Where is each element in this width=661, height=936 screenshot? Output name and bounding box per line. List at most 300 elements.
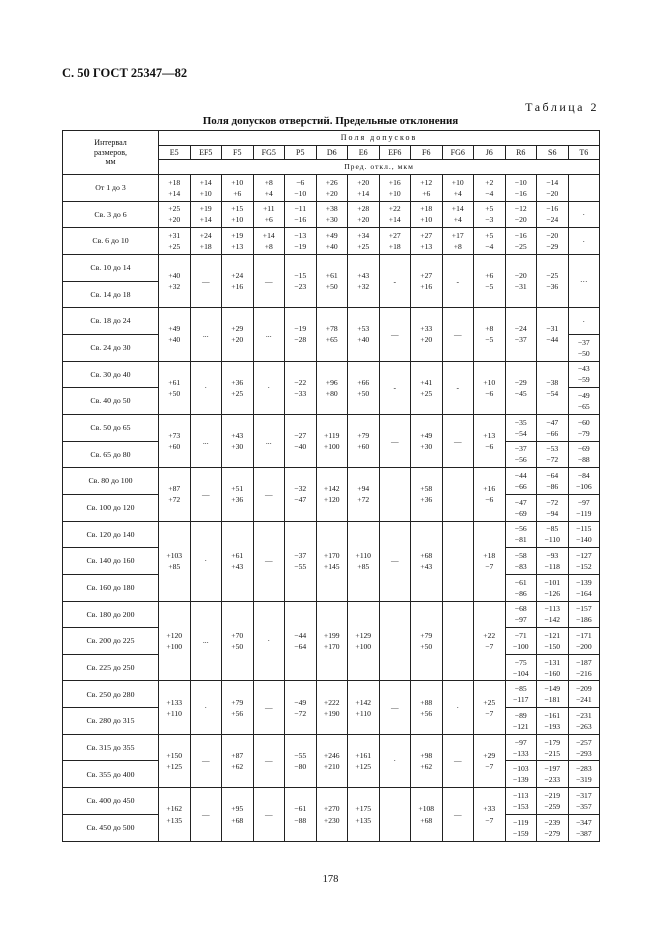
interval-cell: Св. 160 до 180 (63, 574, 159, 601)
value-cell (348, 601, 380, 681)
deviation-value: +10 (388, 188, 401, 198)
deviation-value: +38 (325, 204, 338, 214)
deviation-value: — (453, 436, 462, 446)
deviation-value: +27 (420, 231, 433, 241)
value-cell (537, 761, 569, 788)
deviation-value: −279 (544, 828, 561, 838)
deviation-value: - (456, 276, 460, 286)
value-cell (474, 228, 506, 255)
value-cell (190, 228, 222, 255)
value-cell (505, 175, 537, 202)
value-cell (411, 254, 443, 307)
deviation-value: −37 (514, 444, 527, 454)
value-cell (442, 414, 474, 467)
deviation-value: +29 (231, 324, 244, 334)
value-cell (316, 468, 348, 521)
deviation-value: +78 (325, 324, 338, 334)
deviation-value: −139 (512, 775, 529, 785)
deviation-value: +30 (325, 215, 338, 225)
interval-cell: Св. 225 до 250 (63, 654, 159, 681)
value-cell (537, 228, 569, 255)
value-cell (253, 201, 285, 228)
value-cell (411, 175, 443, 202)
deviation-value: −55 (294, 562, 307, 572)
deviation-value: +222 (323, 697, 340, 707)
deviation-value: · (456, 703, 460, 713)
deviation-value: +40 (168, 335, 181, 345)
deviation-value: +50 (325, 282, 338, 292)
value-cell (568, 334, 600, 361)
value-cell (537, 601, 569, 628)
deviation-value: −85 (514, 684, 527, 694)
interval-cell: Св. 200 до 225 (63, 628, 159, 655)
value-cell (253, 788, 285, 842)
value-cell (505, 708, 537, 735)
value-cell (568, 175, 600, 202)
value-cell (505, 681, 537, 708)
deviation-value: −80 (294, 761, 307, 771)
deviation-value: +230 (323, 815, 340, 825)
deviation-value: −16 (294, 215, 307, 225)
deviation-value: −209 (575, 684, 592, 694)
deviation-value: −75 (514, 657, 527, 667)
value-cell (316, 788, 348, 842)
deviation-value: +50 (420, 641, 433, 651)
interval-cell: Св. 355 до 400 (63, 761, 159, 788)
value-cell (348, 788, 380, 842)
value-cell (348, 228, 380, 255)
deviation-value: −357 (575, 801, 592, 811)
deviation-value: −119 (576, 508, 592, 518)
value-cell (474, 201, 506, 228)
table-row (63, 228, 600, 241)
value-cell (222, 788, 254, 842)
value-cell (159, 521, 191, 601)
value-cell (505, 734, 537, 761)
value-cell (568, 761, 600, 788)
deviation-value: · (267, 636, 271, 646)
value-cell (285, 308, 317, 361)
deviation-value: +6 (485, 271, 494, 281)
value-cell (568, 734, 600, 761)
deviation-value: +51 (231, 484, 244, 494)
deviation-value: −103 (512, 764, 529, 774)
deviation-value: — (390, 329, 399, 339)
value-cell (190, 468, 222, 521)
deviation-value: +110 (166, 708, 182, 718)
value-cell (190, 734, 222, 787)
deviation-value: +135 (355, 815, 372, 825)
deviation-value: +49 (420, 430, 433, 440)
deviation-value: −15 (294, 271, 307, 281)
deviation-value: — (390, 556, 399, 566)
deviation-value: −36 (546, 282, 559, 292)
deviation-value: −45 (514, 388, 527, 398)
table-row (63, 681, 600, 694)
value-cell (568, 228, 600, 255)
value-cell (253, 228, 285, 255)
deviation-value: −19 (294, 242, 307, 252)
deviation-value: +65 (325, 335, 338, 345)
value-cell (190, 175, 222, 202)
value-cell (474, 788, 506, 842)
deviation-value: +85 (168, 562, 181, 572)
value-cell (222, 601, 254, 681)
deviation-value: +36 (231, 495, 244, 505)
value-cell (253, 414, 285, 467)
deviation-value: −259 (544, 801, 561, 811)
deviation-value: −159 (512, 828, 529, 838)
deviation-value: +8 (485, 324, 494, 334)
value-cell (537, 308, 569, 361)
value-cell (474, 601, 506, 681)
deviation-value: +87 (168, 484, 181, 494)
deviation-value: +66 (357, 377, 370, 387)
value-cell (474, 254, 506, 307)
value-cell (568, 628, 600, 655)
deviation-value: +11 (262, 204, 275, 214)
deviation-value: +98 (420, 750, 433, 760)
deviation-value: −38 (546, 377, 559, 387)
deviation-value: −19 (294, 324, 307, 334)
value-cell (285, 254, 317, 307)
deviation-value: +6 (422, 188, 431, 198)
interval-cell: Св. 120 до 140 (63, 521, 159, 548)
value-cell (159, 681, 191, 734)
deviation-value: +29 (483, 750, 496, 760)
table-row (63, 201, 600, 214)
deviation-value: −100 (512, 641, 529, 651)
deviation-value: −193 (544, 721, 561, 731)
value-cell (348, 468, 380, 521)
deviation-value: −126 (544, 588, 561, 598)
deviation-value: +20 (357, 215, 370, 225)
value-cell (379, 201, 411, 228)
value-cell (442, 601, 474, 681)
deviation-value: +170 (323, 641, 340, 651)
deviation-value: −44 (514, 470, 527, 480)
column-header: T6 (568, 146, 600, 160)
deviation-value: — (264, 556, 273, 566)
value-cell (159, 228, 191, 255)
value-cell (159, 601, 191, 681)
value-cell (568, 574, 600, 601)
value-cell (568, 414, 600, 441)
value-cell (474, 468, 506, 521)
deviation-value: +103 (166, 550, 183, 560)
value-cell (348, 681, 380, 734)
value-cell (253, 601, 285, 681)
deviation-value: +27 (388, 231, 401, 241)
deviation-value: +18 (168, 177, 181, 187)
deviation-value: +28 (357, 204, 370, 214)
deviation-value: −86 (514, 588, 527, 598)
value-cell (285, 201, 317, 228)
deviation-value: +49 (325, 231, 338, 241)
value-cell (285, 228, 317, 255)
value-cell (348, 734, 380, 787)
deviation-value: −29 (514, 377, 527, 387)
interval-cell: Св. 14 до 18 (63, 281, 159, 308)
deviation-value: — (390, 703, 399, 713)
value-cell (537, 654, 569, 681)
deviation-value: −20 (546, 231, 559, 241)
deviation-value: +25 (420, 388, 433, 398)
deviation-value: −88 (294, 815, 307, 825)
interval-cell: Св. 400 до 450 (63, 788, 159, 815)
deviation-value: +43 (357, 271, 370, 281)
deviation-value: +5 (485, 204, 494, 214)
deviation-value: +68 (231, 815, 244, 825)
value-cell (568, 601, 600, 628)
value-cell (285, 788, 317, 842)
deviation-value: +30 (231, 442, 244, 452)
deviation-value: +246 (323, 750, 340, 760)
value-cell (379, 601, 411, 681)
deviation-value: −27 (294, 430, 307, 440)
deviation-value: · (204, 383, 208, 393)
deviation-value: +53 (357, 324, 370, 334)
deviation-value: +19 (231, 231, 244, 241)
deviation-value: −50 (577, 348, 590, 358)
deviation-value: −56 (514, 455, 527, 465)
deviation-value: −347 (575, 817, 592, 827)
tolerance-fields-header: Поля допусков (159, 131, 600, 146)
deviation-value: +17 (451, 231, 464, 241)
interval-cell: Св. 18 до 24 (63, 308, 159, 335)
deviation-value: +68 (420, 550, 433, 560)
value-cell (442, 521, 474, 601)
value-cell (474, 681, 506, 734)
deviation-value: −219 (544, 790, 561, 800)
deviation-value: +62 (231, 761, 244, 771)
units-header: Пред. откл., мкм (159, 160, 600, 175)
deviation-value: +6 (264, 215, 273, 225)
deviation-value: −197 (544, 764, 561, 774)
value-cell (316, 601, 348, 681)
value-cell (411, 201, 443, 228)
interval-cell: Св. 80 до 100 (63, 468, 159, 495)
deviation-value: +20 (325, 188, 338, 198)
deviation-value: +87 (231, 750, 244, 760)
column-header: F5 (222, 146, 254, 160)
deviation-value: +14 (168, 188, 181, 198)
value-cell (442, 175, 474, 202)
deviation-value: +14 (262, 231, 275, 241)
deviation-value: +14 (199, 177, 212, 187)
value-cell (474, 361, 506, 414)
value-cell (442, 308, 474, 361)
deviation-value: +19 (199, 204, 212, 214)
value-cell (159, 734, 191, 787)
deviation-value: −7 (485, 708, 494, 718)
deviation-value: +25 (231, 388, 244, 398)
deviation-value: −317 (575, 790, 592, 800)
value-cell (411, 468, 443, 521)
value-cell (222, 175, 254, 202)
deviation-value: ··· (579, 276, 588, 286)
deviation-value: +4 (453, 215, 462, 225)
value-cell (379, 228, 411, 255)
deviation-value: −40 (294, 442, 307, 452)
value-cell (411, 414, 443, 467)
deviation-value: −7 (485, 562, 494, 572)
interval-cell: Св. 3 до 6 (63, 201, 159, 228)
value-cell (348, 361, 380, 414)
deviation-value: −160 (544, 668, 561, 678)
deviation-value: +88 (420, 697, 433, 707)
deviation-value: +10 (231, 215, 244, 225)
value-cell (568, 308, 600, 335)
deviation-value: +15 (231, 204, 244, 214)
value-cell (222, 308, 254, 361)
value-cell (285, 681, 317, 734)
value-cell (505, 761, 537, 788)
value-cell (222, 734, 254, 787)
deviation-value: ... (202, 329, 209, 339)
interval-cell: Св. 180 до 200 (63, 601, 159, 628)
deviation-value: −121 (512, 721, 529, 731)
deviation-value: +110 (355, 550, 371, 560)
deviation-value: +133 (166, 697, 183, 707)
deviation-value: −37 (294, 550, 307, 560)
value-cell (316, 734, 348, 787)
deviation-value: +72 (357, 495, 370, 505)
deviation-value: +20 (231, 335, 244, 345)
deviation-value: +50 (231, 641, 244, 651)
deviation-value: −121 (544, 630, 561, 640)
deviation-value: +20 (357, 177, 370, 187)
deviation-value: — (390, 436, 399, 446)
value-cell (159, 468, 191, 521)
value-cell (505, 574, 537, 601)
table-row (63, 601, 600, 614)
deviation-value: −54 (514, 428, 527, 438)
value-cell (505, 361, 537, 414)
deviation-value: −86 (546, 482, 559, 492)
deviation-value: −142 (544, 615, 561, 625)
interval-header-text: Интервал размеров, мм (94, 138, 127, 167)
deviation-value: +56 (420, 708, 433, 718)
deviation-value: −239 (544, 817, 561, 827)
deviation-value: −25 (546, 271, 559, 281)
value-cell (505, 254, 537, 307)
interval-cell: От 1 до 3 (63, 175, 159, 202)
deviation-value: +14 (451, 204, 464, 214)
deviation-value: −7 (485, 815, 494, 825)
deviation-value: −104 (512, 668, 529, 678)
table-row (63, 414, 600, 427)
deviation-value: · (582, 236, 586, 246)
deviation-value: −6 (485, 442, 494, 452)
deviation-value: +14 (357, 188, 370, 198)
deviation-value: +96 (325, 377, 338, 387)
deviation-value: −68 (514, 604, 527, 614)
deviation-value: — (453, 329, 462, 339)
deviation-value: +61 (325, 271, 338, 281)
deviation-value: −12 (514, 204, 527, 214)
deviation-value: +120 (166, 630, 183, 640)
column-header: EF5 (190, 146, 222, 160)
column-header: F6 (411, 146, 443, 160)
value-cell (537, 708, 569, 735)
value-cell (316, 201, 348, 228)
value-cell (316, 228, 348, 255)
value-cell (411, 228, 443, 255)
value-cell (442, 468, 474, 521)
deviation-value: +142 (355, 697, 372, 707)
deviation-value: +125 (355, 761, 372, 771)
deviation-value: −55 (294, 750, 307, 760)
deviation-value: +270 (323, 804, 340, 814)
value-cell (505, 814, 537, 841)
deviation-value: −11 (294, 204, 307, 214)
deviation-value: +62 (420, 761, 433, 771)
value-cell (159, 414, 191, 467)
deviation-value: +34 (357, 231, 370, 241)
deviation-value: −152 (575, 562, 592, 572)
deviation-value: +16 (483, 484, 496, 494)
value-cell (159, 788, 191, 842)
value-cell (537, 788, 569, 815)
deviation-value: −16 (514, 188, 527, 198)
value-cell (537, 494, 569, 521)
table-row (63, 254, 600, 267)
deviation-value: +30 (420, 442, 433, 452)
deviation-value: −64 (294, 641, 307, 651)
deviation-value: −319 (575, 775, 592, 785)
deviation-value: +13 (420, 242, 433, 252)
deviation-value: −35 (514, 417, 527, 427)
value-cell (316, 681, 348, 734)
deviation-value: +110 (355, 708, 371, 718)
deviation-value: −101 (544, 577, 561, 587)
deviation-value: +20 (420, 335, 433, 345)
deviation-value: +150 (166, 750, 183, 760)
value-cell (505, 414, 537, 441)
deviation-value: — (264, 703, 273, 713)
value-cell (190, 254, 222, 307)
deviation-value: +14 (388, 215, 401, 225)
value-cell (505, 308, 537, 361)
deviation-value: −119 (513, 817, 529, 827)
value-cell (379, 254, 411, 307)
column-header: FG6 (442, 146, 474, 160)
deviation-value: −283 (575, 764, 592, 774)
value-cell (190, 788, 222, 842)
deviation-value: +56 (231, 708, 244, 718)
value-cell (568, 361, 600, 388)
value-cell (442, 734, 474, 787)
table-row (63, 734, 600, 747)
value-cell (537, 441, 569, 468)
deviation-value: · (204, 703, 208, 713)
deviation-value: · (204, 556, 208, 566)
deviation-value: −47 (294, 495, 307, 505)
deviation-value: −10 (514, 177, 527, 187)
column-header: E6 (348, 146, 380, 160)
column-header: J6 (474, 146, 506, 160)
deviation-value: −20 (546, 188, 559, 198)
deviation-value: - (456, 383, 460, 393)
value-cell (285, 361, 317, 414)
deviation-value: +2 (485, 177, 494, 187)
deviation-value: +79 (231, 697, 244, 707)
deviation-value: −31 (514, 282, 527, 292)
column-header: EF6 (379, 146, 411, 160)
deviation-value: +8 (264, 177, 273, 187)
value-cell (537, 521, 569, 548)
